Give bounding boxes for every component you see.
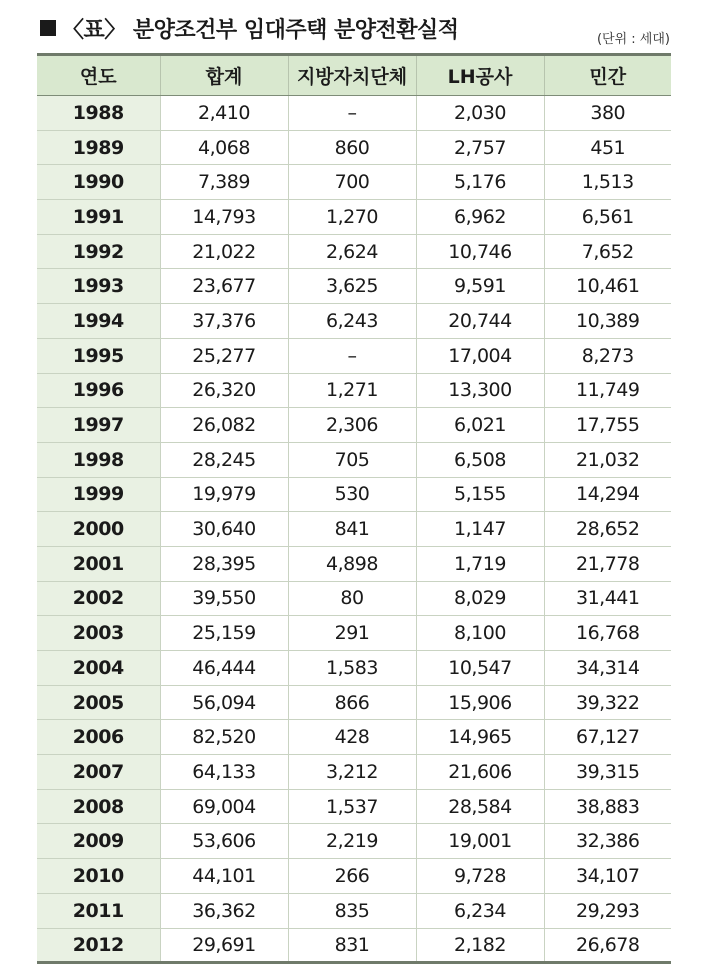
cell-private: 6,561	[544, 200, 671, 235]
cell-total: 4,068	[160, 130, 288, 165]
cell-private: 29,293	[544, 893, 671, 928]
cell-year: 1993	[37, 269, 160, 304]
header-year: 연도	[37, 55, 160, 96]
table-row	[37, 720, 671, 755]
table-row	[37, 651, 671, 686]
cell-lh-corporation: 5,176	[416, 165, 544, 200]
cell-local-government: 841	[288, 512, 416, 547]
table-row	[37, 512, 671, 547]
table-body	[37, 96, 671, 963]
table-row	[37, 546, 671, 581]
cell-local-government: 4,898	[288, 546, 416, 581]
cell-year: 2000	[37, 512, 160, 547]
cell-private: 67,127	[544, 720, 671, 755]
cell-private: 7,652	[544, 234, 671, 269]
cell-private: 451	[544, 130, 671, 165]
cell-lh-corporation: 21,606	[416, 755, 544, 790]
cell-total: 46,444	[160, 651, 288, 686]
cell-total: 29,691	[160, 928, 288, 963]
cell-private: 11,749	[544, 373, 671, 408]
cell-private: 380	[544, 96, 671, 131]
cell-private: 17,755	[544, 408, 671, 443]
table-row	[37, 893, 671, 928]
cell-local-government: 2,624	[288, 234, 416, 269]
header-total: 합계	[160, 55, 288, 96]
table-row	[37, 130, 671, 165]
unit-note: (단위 : 세대)	[596, 32, 670, 47]
square-bullet-icon	[40, 20, 56, 36]
cell-total: 30,640	[160, 512, 288, 547]
table-row	[37, 269, 671, 304]
cell-lh-corporation: 10,746	[416, 234, 544, 269]
cell-year: 1995	[37, 338, 160, 373]
cell-year: 1994	[37, 304, 160, 339]
cell-total: 28,395	[160, 546, 288, 581]
cell-total: 44,101	[160, 859, 288, 894]
table-title-text: 〈표〉 분양조건부 임대주택 분양전환실적	[62, 17, 459, 43]
cell-year: 1992	[37, 234, 160, 269]
cell-local-government: 831	[288, 928, 416, 963]
cell-year: 1999	[37, 477, 160, 512]
cell-lh-corporation: 2,182	[416, 928, 544, 963]
cell-lh-corporation: 5,155	[416, 477, 544, 512]
cell-lh-corporation: 2,030	[416, 96, 544, 131]
cell-total: 14,793	[160, 200, 288, 235]
cell-lh-corporation: 10,547	[416, 651, 544, 686]
cell-private: 26,678	[544, 928, 671, 963]
table-row	[37, 200, 671, 235]
cell-total: 56,094	[160, 685, 288, 720]
cell-year: 2001	[37, 546, 160, 581]
cell-private: 10,389	[544, 304, 671, 339]
table-row	[37, 859, 671, 894]
table-row	[37, 234, 671, 269]
cell-private: 21,778	[544, 546, 671, 581]
cell-lh-corporation: 15,906	[416, 685, 544, 720]
cell-local-government: 835	[288, 893, 416, 928]
cell-private: 16,768	[544, 616, 671, 651]
cell-lh-corporation: 1,147	[416, 512, 544, 547]
cell-local-government: 700	[288, 165, 416, 200]
cell-total: 26,082	[160, 408, 288, 443]
cell-private: 10,461	[544, 269, 671, 304]
cell-local-government: 2,306	[288, 408, 416, 443]
table-row	[37, 477, 671, 512]
cell-year: 1988	[37, 96, 160, 131]
cell-year: 1991	[37, 200, 160, 235]
cell-year: 2008	[37, 789, 160, 824]
cell-lh-corporation: 1,719	[416, 546, 544, 581]
cell-lh-corporation: 28,584	[416, 789, 544, 824]
cell-total: 64,133	[160, 755, 288, 790]
cell-total: 39,550	[160, 581, 288, 616]
table-row	[37, 685, 671, 720]
cell-private: 34,107	[544, 859, 671, 894]
cell-lh-corporation: 6,021	[416, 408, 544, 443]
cell-private: 8,273	[544, 338, 671, 373]
cell-total: 25,159	[160, 616, 288, 651]
cell-year: 1996	[37, 373, 160, 408]
cell-lh-corporation: 9,591	[416, 269, 544, 304]
cell-local-government: 2,219	[288, 824, 416, 859]
cell-total: 21,022	[160, 234, 288, 269]
cell-lh-corporation: 17,004	[416, 338, 544, 373]
cell-total: 26,320	[160, 373, 288, 408]
cell-local-government: –	[288, 338, 416, 373]
cell-total: 53,606	[160, 824, 288, 859]
cell-year: 1997	[37, 408, 160, 443]
cell-local-government: 705	[288, 442, 416, 477]
table-row	[37, 824, 671, 859]
cell-lh-corporation: 9,728	[416, 859, 544, 894]
cell-total: 2,410	[160, 96, 288, 131]
cell-private: 1,513	[544, 165, 671, 200]
table-row	[37, 581, 671, 616]
cell-year: 2003	[37, 616, 160, 651]
cell-total: 69,004	[160, 789, 288, 824]
cell-lh-corporation: 6,508	[416, 442, 544, 477]
cell-year: 2012	[37, 928, 160, 963]
cell-local-government: 1,583	[288, 651, 416, 686]
cell-local-government: 6,243	[288, 304, 416, 339]
table-row	[37, 789, 671, 824]
cell-lh-corporation: 13,300	[416, 373, 544, 408]
cell-private: 28,652	[544, 512, 671, 547]
cell-local-government: 1,271	[288, 373, 416, 408]
cell-lh-corporation: 6,962	[416, 200, 544, 235]
table-row	[37, 442, 671, 477]
table-row	[37, 408, 671, 443]
cell-private: 39,315	[544, 755, 671, 790]
table-row	[37, 616, 671, 651]
table-row	[37, 928, 671, 963]
cell-year: 2004	[37, 651, 160, 686]
table-row	[37, 755, 671, 790]
cell-local-government: 3,625	[288, 269, 416, 304]
cell-total: 82,520	[160, 720, 288, 755]
cell-total: 36,362	[160, 893, 288, 928]
header-lh-corporation: LH공사	[416, 55, 544, 96]
cell-private: 32,386	[544, 824, 671, 859]
cell-year: 2010	[37, 859, 160, 894]
header-private: 민간	[544, 55, 671, 96]
cell-lh-corporation: 20,744	[416, 304, 544, 339]
cell-lh-corporation: 8,029	[416, 581, 544, 616]
cell-local-government: 80	[288, 581, 416, 616]
cell-local-government: 860	[288, 130, 416, 165]
cell-local-government: –	[288, 96, 416, 131]
data-table-container	[37, 53, 671, 964]
table-row	[37, 96, 671, 131]
cell-year: 2011	[37, 893, 160, 928]
cell-year: 2002	[37, 581, 160, 616]
table-row	[37, 373, 671, 408]
cell-total: 7,389	[160, 165, 288, 200]
cell-lh-corporation: 6,234	[416, 893, 544, 928]
cell-year: 1998	[37, 442, 160, 477]
cell-private: 34,314	[544, 651, 671, 686]
cell-year: 2007	[37, 755, 160, 790]
cell-year: 2006	[37, 720, 160, 755]
cell-private: 39,322	[544, 685, 671, 720]
cell-total: 37,376	[160, 304, 288, 339]
cell-lh-corporation: 14,965	[416, 720, 544, 755]
cell-local-government: 530	[288, 477, 416, 512]
cell-lh-corporation: 8,100	[416, 616, 544, 651]
cell-local-government: 428	[288, 720, 416, 755]
cell-year: 1989	[37, 130, 160, 165]
cell-private: 31,441	[544, 581, 671, 616]
cell-total: 25,277	[160, 338, 288, 373]
cell-private: 14,294	[544, 477, 671, 512]
cell-total: 23,677	[160, 269, 288, 304]
table-title	[40, 10, 459, 46]
cell-local-government: 1,270	[288, 200, 416, 235]
cell-total: 19,979	[160, 477, 288, 512]
table-row	[37, 165, 671, 200]
cell-private: 38,883	[544, 789, 671, 824]
table-row	[37, 304, 671, 339]
table-header-row	[37, 55, 671, 96]
cell-local-government: 291	[288, 616, 416, 651]
conversion-results-table	[37, 53, 671, 964]
cell-local-government: 3,212	[288, 755, 416, 790]
cell-year: 1990	[37, 165, 160, 200]
header-local-government: 지방자치단체	[288, 55, 416, 96]
cell-year: 2005	[37, 685, 160, 720]
cell-local-government: 866	[288, 685, 416, 720]
cell-lh-corporation: 19,001	[416, 824, 544, 859]
cell-local-government: 266	[288, 859, 416, 894]
cell-year: 2009	[37, 824, 160, 859]
cell-local-government: 1,537	[288, 789, 416, 824]
cell-total: 28,245	[160, 442, 288, 477]
cell-private: 21,032	[544, 442, 671, 477]
cell-lh-corporation: 2,757	[416, 130, 544, 165]
table-row	[37, 338, 671, 373]
